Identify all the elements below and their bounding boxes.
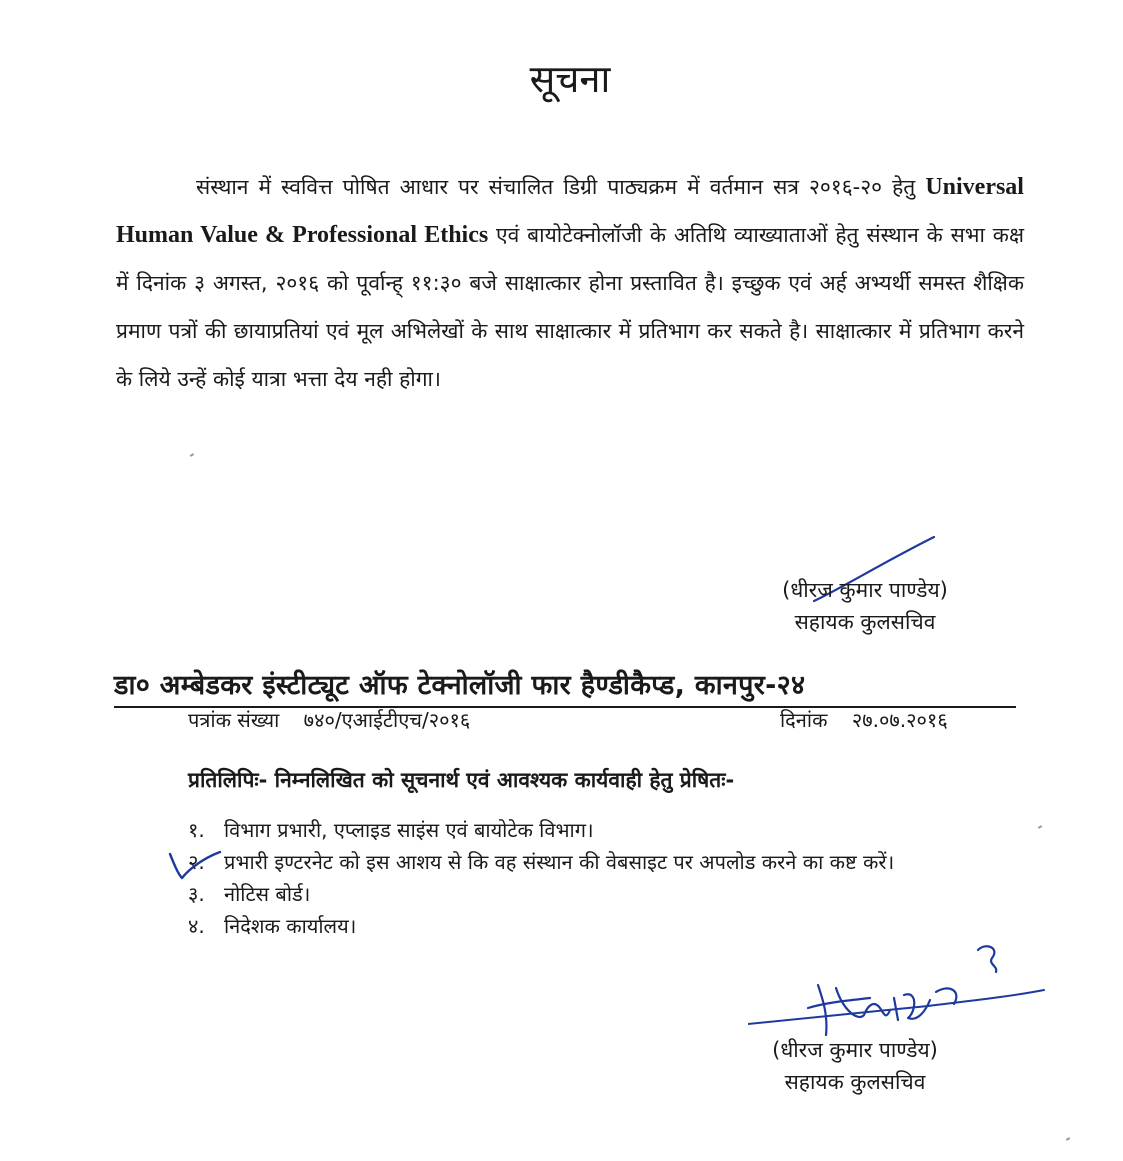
signatory-designation-bottom: सहायक कुलसचिव xyxy=(784,1070,926,1094)
copy-to-heading: प्रतिलिपिः- निम्नलिखित को सूचनार्थ एवं आवश्यक कार्यवाही हेतु प्रेषितः- xyxy=(188,768,735,792)
list-item xyxy=(188,911,1018,941)
list-item-text: विभाग प्रभारी, एप्लाइड साइंस एवं बायोटेक विभाग। xyxy=(224,818,594,842)
institute-name: डा० अम्बेडकर इंस्टीट्यूट ऑफ टेक्नोलॉजी फार हैण्डीकैप्ड, कानपुर-२४ xyxy=(114,665,1016,708)
signatory-name-top: (धीरज कुमार पाण्डेय) xyxy=(782,578,948,602)
list-item xyxy=(188,879,1018,909)
list-item-number: ३. xyxy=(188,882,205,906)
paper-speck xyxy=(1066,1137,1070,1141)
letter-date xyxy=(780,706,948,733)
letter-reference xyxy=(188,706,470,733)
list-item-text: निदेशक कार्यालय। xyxy=(224,914,357,938)
copy-to-list xyxy=(188,815,1018,943)
list-item-text: नोटिस बोर्ड। xyxy=(224,882,311,906)
notice-body xyxy=(116,163,1024,403)
signatory-designation-top: सहायक कुलसचिव xyxy=(794,610,936,634)
date-label: दिनांक xyxy=(780,708,828,732)
notice-body-part2: एवं बायोटेक्नोलॉजी के अतिथि व्याख्याताओं हेतु संस्थान के सभा कक्ष में दिनांक ३ अगस्त, २०१६ को पूर्वान्ह् ११:३० बजे साक्षात्कार होना प्रस्तावित है। इच्छुक एवं अर्ह अभ्यर्थी समस्त शैक्षिक प्रमाण पत्रों की छायाप्रतियां एवं मूल अभिलेखों के साथ साक्षात्कार में प्रतिभाग कर सकते है। साक्षात्कार में प्रतिभाग करने के लिये उन्हें कोई यात्रा भत्ता देय नही होगा। xyxy=(116,223,1024,391)
signatory-name-bottom: (धीरज कुमार पाण्डेय) xyxy=(772,1038,938,1062)
paper-speck xyxy=(190,453,194,457)
notice-title: सूचना xyxy=(529,57,611,101)
notice-body-course-name: Universal Human Value & Professional Ethics xyxy=(116,174,1024,248)
list-item-number: २. xyxy=(188,850,205,874)
date-value: २७.०७.२०१६ xyxy=(851,708,948,732)
list-item xyxy=(188,815,1018,845)
letter-no: ७४०/एआईटीएच/२०१६ xyxy=(303,708,471,732)
notice-body-part1: संस्थान में स्ववित्त पोषित आधार पर संचालित डिग्री पाठ्यक्रम में वर्तमान सत्र २०१६-२० हेतु xyxy=(196,175,916,199)
list-item-number: ४. xyxy=(188,914,205,938)
paper-speck xyxy=(1038,825,1042,829)
list-item-number: १. xyxy=(188,818,205,842)
letter-no-label: पत्रांक संख्या xyxy=(188,708,280,732)
signature-block-bottom xyxy=(735,1034,975,1098)
list-item xyxy=(188,847,1018,877)
signature-block-top xyxy=(745,574,985,638)
list-item-text: प्रभारी इण्टरनेट को इस आशय से कि वह संस्थान की वेबसाइट पर अपलोड करने का कष्ट करें। xyxy=(224,850,895,874)
